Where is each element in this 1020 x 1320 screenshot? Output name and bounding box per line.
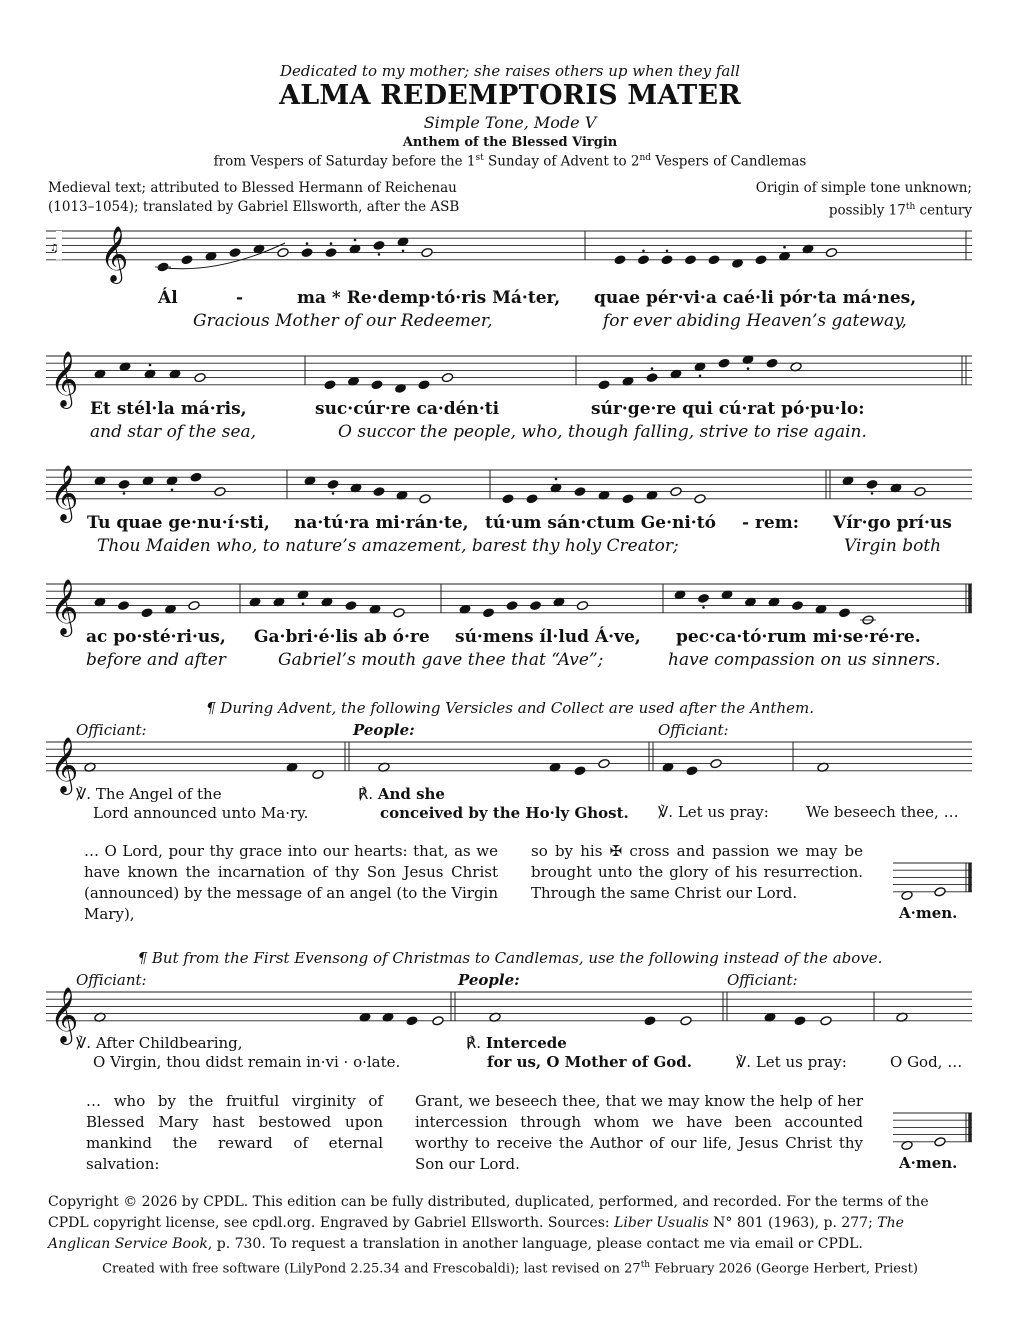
note-head bbox=[141, 608, 153, 618]
officiant-label: Officiant: bbox=[727, 971, 798, 989]
note-head bbox=[277, 247, 289, 257]
note-head bbox=[694, 494, 706, 504]
staccato-dot bbox=[149, 364, 152, 367]
lyric: Tu quae ge·nu·í·sti, bbox=[87, 513, 270, 533]
note-head bbox=[181, 255, 193, 265]
staccato-dot bbox=[123, 492, 126, 495]
note-head bbox=[622, 494, 634, 504]
lyric: ac po·sté·ri·us, bbox=[86, 627, 226, 647]
note-head bbox=[934, 887, 946, 897]
staccato-dot bbox=[699, 375, 702, 378]
note-head bbox=[766, 358, 778, 368]
lyric: Vír·go prí·us bbox=[833, 513, 952, 533]
response: ℟. Intercede for us, O Mother of God. bbox=[466, 1034, 692, 1071]
note-head bbox=[418, 380, 430, 390]
subtitle: Simple Tone, Mode V bbox=[423, 113, 597, 132]
note-head bbox=[576, 600, 588, 610]
officiant-label: Officiant: bbox=[76, 971, 147, 989]
officiant-label: Officiant: bbox=[76, 721, 147, 739]
note-head bbox=[324, 380, 336, 390]
note-head bbox=[421, 247, 433, 257]
page-title: ALMA REDEMPTORIS MATER bbox=[279, 80, 741, 111]
staccato-dot bbox=[354, 239, 357, 242]
note-head bbox=[838, 608, 850, 618]
collect-incipit: We beseech thee, … bbox=[806, 803, 959, 821]
staff-lines bbox=[46, 231, 972, 1142]
staccato-dot bbox=[330, 242, 333, 245]
staccato-dot bbox=[783, 246, 786, 249]
translation: for ever abiding Heaven’s gateway, bbox=[603, 311, 907, 331]
let-us-pray: ℣. Let us pray: bbox=[658, 803, 769, 821]
text-source: Medieval text; attributed to Blessed Hermann of Reichenau (1013–1054); translated by Gabriel Ellsworth, after the ASB bbox=[48, 180, 460, 215]
lyric: Et stél·la má·ris, bbox=[90, 399, 247, 419]
translation: Virgin both bbox=[844, 536, 942, 556]
note-head bbox=[345, 600, 357, 610]
note-head bbox=[325, 247, 337, 257]
staccato-dot bbox=[171, 489, 174, 492]
slurs bbox=[163, 243, 285, 269]
translation: O succor the people, who, though falling, strive to rise again. bbox=[338, 422, 867, 442]
cross-icon: ✠ bbox=[609, 842, 623, 860]
lyric: Ga·bri·é·lis ab ó·re bbox=[254, 627, 430, 647]
note-head bbox=[502, 494, 514, 504]
note-head bbox=[791, 600, 803, 610]
note-head bbox=[574, 486, 586, 496]
copyright-notice: Copyright © 2026 by CPDL. This edition can be fully distributed, duplicated, performed, and recorded. For the terms of the CPDL copyright license, see cpdl.org. Engraved by Gabriel Ellsworth. Sources: Liber Usualis N° 801 (1963), p. 277; The Anglican Service Book, p. 730. To request a translation in another language, please contact me via email or CPDL. bbox=[48, 1194, 929, 1252]
note-head bbox=[229, 247, 241, 257]
note-head bbox=[214, 486, 226, 496]
translation: Gabriel’s mouth gave thee that “Ave”; bbox=[278, 650, 604, 670]
staccato-dot bbox=[642, 250, 645, 253]
note-head bbox=[598, 380, 610, 390]
versicle: ℣. The Angel of the Lord announced unto Ma·ry. bbox=[76, 785, 309, 822]
people-label: People: bbox=[458, 971, 520, 989]
collect-incipit: O God, … bbox=[890, 1053, 963, 1071]
note-head bbox=[825, 247, 837, 257]
created-with: Created with free software (LilyPond 2.25.34 and Frescobaldi); last revised on 27th February 2026 (George Herbert, Priest) bbox=[102, 1260, 918, 1277]
note-head bbox=[697, 593, 709, 603]
lyric: sú·mens íl·lud Á·ve, bbox=[455, 627, 641, 647]
translation: and star of the sea, bbox=[90, 422, 257, 442]
note-head bbox=[393, 608, 405, 618]
note-head bbox=[194, 372, 206, 382]
anthem-label: Anthem of the Blessed Virgin bbox=[402, 135, 618, 150]
note-head bbox=[526, 494, 538, 504]
note-head bbox=[670, 486, 682, 496]
lyric: - bbox=[236, 288, 244, 308]
note-head bbox=[614, 255, 626, 265]
let-us-pray: ℣. Let us pray: bbox=[736, 1053, 847, 1071]
note-head bbox=[441, 372, 453, 382]
note-head bbox=[419, 494, 431, 504]
lyric: pec·ca·tó·rum mi·se·ré·re. bbox=[676, 627, 921, 647]
note-head bbox=[327, 479, 339, 489]
collect-text-left: … O Lord, pour thy grace into our hearts: that, as we have known the incarnation of thy Son Jesus Christ (announced) by the message of an angel (to the Virgin Mary), bbox=[84, 842, 498, 923]
note-head bbox=[866, 479, 878, 489]
versicle: ℣. After Childbearing, O Virgin, thou didst remain in·vi · o·late. bbox=[76, 1034, 401, 1071]
collect-text-right: so by his ✠ cross and passion we may be brought unto the glory of his resurrection. Through the same Christ our Lord. bbox=[531, 842, 863, 902]
treble-clef-icon: 𝄞 bbox=[100, 225, 129, 282]
slur bbox=[163, 243, 285, 269]
tone-origin: Origin of simple tone unknown; possibly 17th century bbox=[755, 180, 972, 219]
staccato-dot bbox=[871, 492, 874, 495]
note-head bbox=[406, 1016, 418, 1026]
note-head bbox=[710, 758, 722, 768]
translation: Thou Maiden who, to nature’s amazement, barest thy holy Creator; bbox=[97, 536, 679, 556]
note-head bbox=[646, 372, 658, 382]
note-head bbox=[529, 600, 541, 610]
staccato-dot bbox=[302, 603, 305, 606]
people-label: People: bbox=[353, 721, 415, 739]
note-head bbox=[684, 255, 696, 265]
treble-clef-icon: 𝄞 bbox=[50, 350, 79, 407]
note-head bbox=[373, 240, 385, 250]
treble-clef-icon: 𝄞 bbox=[50, 464, 79, 521]
lyric: Ál bbox=[158, 288, 178, 308]
note-head bbox=[301, 247, 313, 257]
note-head bbox=[188, 600, 200, 610]
note-head bbox=[637, 255, 649, 265]
note-head bbox=[661, 255, 673, 265]
barlines bbox=[240, 231, 970, 1142]
note-head bbox=[482, 608, 494, 618]
note-head bbox=[373, 486, 385, 496]
staccato-dot bbox=[702, 606, 705, 609]
officiant-label: Officiant: bbox=[658, 721, 729, 739]
note-head bbox=[644, 1016, 656, 1026]
note-head bbox=[371, 380, 383, 390]
staccato-dot bbox=[651, 367, 654, 370]
note-head bbox=[118, 479, 130, 489]
staccato-dot bbox=[555, 478, 558, 481]
note-head bbox=[934, 1137, 946, 1147]
lyric: quae pér·vi·a caé·li pór·ta má·nes, bbox=[594, 288, 917, 308]
lyric: súr·ge·re qui cú·rat pó·pu·lo: bbox=[591, 399, 865, 419]
note-head bbox=[686, 766, 698, 776]
note-head bbox=[117, 600, 129, 610]
collect-text-right: Grant, we beseech thee, that we may know the help of her intercession through whom we have been accounted worthy to receive the Author of our life, Jesus Christ thy Son our Lord. bbox=[415, 1092, 863, 1173]
staccato-dot bbox=[402, 250, 405, 253]
amen: A·men. bbox=[899, 1154, 958, 1172]
amen: A·men. bbox=[899, 904, 958, 922]
usage-line: from Vespers of Saturday before the 1st Sunday of Advent to 2nd Vespers of Candlemas bbox=[213, 153, 807, 170]
note-head bbox=[432, 1016, 444, 1026]
treble-clef-icon: 𝄞 bbox=[50, 578, 79, 635]
staccato-dot bbox=[306, 242, 309, 245]
note-head bbox=[820, 1016, 832, 1026]
lyric: na·tú·ra mi·rán·te, bbox=[294, 513, 469, 533]
note-head bbox=[574, 766, 586, 776]
note-head bbox=[708, 255, 720, 265]
staccato-dot bbox=[332, 492, 335, 495]
dedication: Dedicated to my mother; she raises others up when they fall bbox=[280, 62, 740, 80]
note-head bbox=[794, 1016, 806, 1026]
note-head bbox=[190, 472, 202, 482]
advent-rubric: ¶ During Advent, the following Versicles and Collect are used after the Anthem. bbox=[206, 699, 814, 717]
translation: Gracious Mother of our Redeemer, bbox=[193, 311, 493, 331]
staccato-dot bbox=[747, 367, 750, 370]
lyric: - rem: bbox=[742, 513, 800, 533]
note-head bbox=[755, 255, 767, 265]
lyric: suc·cúr·re ca·dén·ti bbox=[315, 399, 500, 419]
staccato-dot bbox=[378, 253, 381, 256]
collect-text-left: … who by the fruitful virginity of Blessed Mary hast bestowed upon mankind the reward of eternal salvation: bbox=[86, 1092, 383, 1173]
lyric: tú·um sán·ctum Ge·ni·tó bbox=[485, 513, 716, 533]
note-head bbox=[680, 1016, 692, 1026]
note-head bbox=[598, 758, 610, 768]
treble-clef-icon: 𝄞 bbox=[50, 986, 79, 1043]
translation: before and after bbox=[86, 650, 226, 670]
incipit-clef-icon: ♫ bbox=[50, 243, 59, 254]
lyric: ma * Re·demp·tó·ris Má·ter, bbox=[297, 288, 561, 308]
translation: have compassion on us sinners. bbox=[668, 650, 941, 670]
note-head bbox=[914, 486, 926, 496]
treble-clef-icon: 𝄞 bbox=[50, 736, 79, 793]
note-head bbox=[718, 358, 730, 368]
response: ℟. And she conceived by the Ho·ly Ghost. bbox=[358, 785, 629, 822]
staccato-dot bbox=[666, 250, 669, 253]
christmas-rubric: ¶ But from the First Evensong of Christmas to Candlemas, use the following instead of the above. bbox=[137, 949, 883, 967]
note-head bbox=[506, 600, 518, 610]
